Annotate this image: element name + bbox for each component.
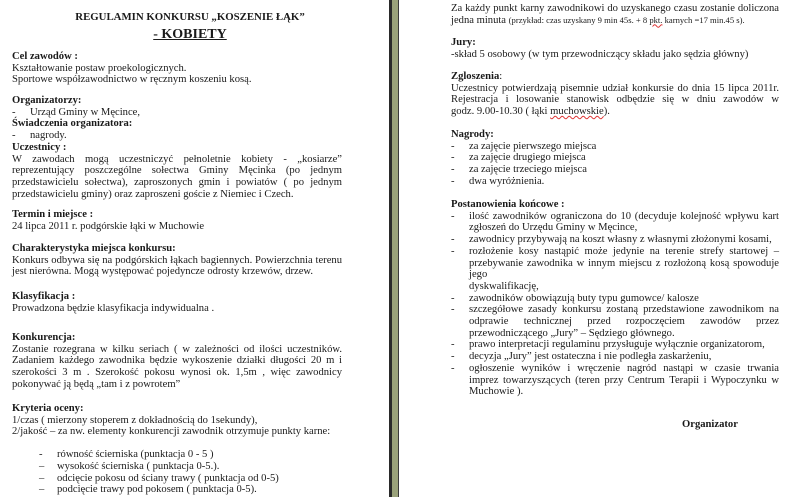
list-item [451,234,779,246]
section-postanowienia [451,199,779,398]
text-line: ogłoszenie wyników i wręczenie nagród nastąpi w czasie trwania [469,362,779,374]
text-line: Muchowie ). [469,386,524,398]
text-line: Zostanie rozegrana w kilku seriach ( w zależności od ilości uczestników. [12,343,342,355]
text-line: zawodnicy przybywają na koszt własny z własnymi złożonymi kosami, [469,234,772,246]
heading: Cel zawodów : [12,51,78,62]
text-line: przebywanie zawodnika w innym miejscu z rozłożoną kosą spowoduje jego [469,257,779,281]
heading: Kryteria oceny: [12,403,84,414]
heading: Termin i miejsce : [12,209,94,220]
page-divider [389,0,399,497]
text-line: Zadaniem każdego zawodnika będzie wykoszenie działki długości 20 m i [12,355,342,367]
spellcheck-word: muchowskie [550,106,604,118]
heading: Konkurencja: [12,332,76,343]
item-text: za zajęcie trzeciego miejsca [469,164,587,176]
item-text: Urząd Gminy w Męcince, [30,106,141,118]
section-cel [12,51,342,86]
text-line: W zawodach mogą uczestniczyć pełnoletnie kobiety - „kosiarze” [12,153,342,165]
spellcheck-word: pkt. [649,14,663,25]
section-zgloszenia [451,71,779,118]
section-kary [451,3,779,26]
text-line: 2/jakość – za nw. elementy konkurencji zawodnik otrzymuje punkty karne: [12,426,331,438]
colon: : [499,71,503,82]
list-item: - dwa wyróżnienia. [451,175,545,187]
dash: - [451,339,455,351]
text-line: Rejestracja i losowanie stanowisk odbędzie się w dniu zawodów w [451,94,779,106]
text-line: 24 lipca 2011 r. podgórskie łąki w Muchowie [12,220,205,232]
text-line: przedstawicielu sołectwa), zaproszonych gmin i powiatów ( po jednym [12,176,342,188]
postanowienia-list [451,211,779,398]
item-text: podcięcie trawy pod pokosem ( punktacja 0-5). [57,484,257,496]
text-line: Sportowe współzawodnictwo w ręcznym koszeniu kosą. [12,74,252,86]
text-line: prawo interpretacji regulaminu przysługuje wyłącznie organizatorom, [469,339,765,351]
text-line: szczegółowe zasady konkursu zostaną przedstawione zawodnikom na [469,304,779,316]
heading: Klasyfikacja : [12,291,76,302]
text-line: Za każdy punkt karny zawodnikowi do uzyskanego czasu zostanie doliczona [451,3,779,14]
list-item [451,304,779,339]
heading: Uczestnicy : [12,141,67,153]
section-nagrody [451,129,779,188]
text-line: przedstawicielu gminy) oraz zaproszeni goście z Niemiec i Czech. [12,188,294,200]
text-line: Konkurs odbywa się na podgórskich łąkach bagiennych. Powierzchnia terenu [12,254,342,266]
text-line [451,15,779,27]
section-kryteria [12,403,342,496]
text-line: dyskwalifikację, [469,280,539,292]
list-item [451,211,779,234]
list-item: - za zajęcie pierwszego miejsca [451,140,597,152]
dash: - [451,210,455,222]
dash: - [451,362,455,374]
heading: Świadczenia organizatora: [12,118,133,130]
document-title: REGULAMIN KONKURSU „KOSZENIE ŁĄK” [75,11,305,23]
item-text: nagrody. [30,130,67,142]
dash: - [39,449,43,461]
text-line: jest nierówna. Mogą występować pojedyncze odrosty krzewów, drzew. [12,266,314,278]
dash: – [39,472,45,484]
list-item [451,363,779,398]
section-jury [451,37,779,60]
signature: Organizator [682,419,738,430]
text-line: decyzja „Jury” jest ostateczna i nie podległa zaskarżeniu, [469,351,712,363]
section-termin [12,209,342,232]
dash: - [451,351,455,363]
heading-text: Zgloszenia [451,71,500,82]
text-line: Kształtowanie postaw proekologicznych. [12,62,187,74]
list-item [451,246,779,293]
text-line: ilość zawodników ograniczona do 10 (decyduje kolejność wpływu kart [469,210,779,222]
section-konkurencja [12,332,342,391]
text-line: imprez towarzyszących (teren przy Centrum Terapii i Wypoczynku w [469,374,779,386]
item-text: za zajęcie drugiego miejsca [469,152,586,164]
heading: Charakterystyka miejsca konkursu: [12,243,176,254]
list-item: - za zajęcie drugiego miejsca [451,152,586,164]
example-text: karnych =17 min.45 s). [662,14,745,25]
list-item [39,449,342,461]
dash: - [451,234,455,246]
text-line: Prowadzona będzie klasyfikacja indywidualna . [12,302,215,314]
text-line: -skład 5 osobowy (w tym przewodniczący składu jako sędzia główny) [451,48,749,60]
dash: – [39,460,45,472]
list-item [451,293,779,305]
text-line: szerokości 3 m . Szerokość pokosu wynosi ok. 1,5m , więc zawodnicy [12,367,342,379]
text-line: rozłożenie kosy nastąpić może jedynie na terenie strefy startowej – [469,245,779,257]
dash: - [451,292,455,304]
section-charakterystyka [12,243,342,278]
heading: Organizatorzy: [12,95,82,106]
heading: Nagrody: [451,129,494,140]
text-line: zgłoszeń do Urzędu Gminy w Męcince, [469,222,638,234]
item-text: wysokość ścierniska ( punktacja 0-5.). [57,460,220,472]
right-page [399,0,800,497]
text: godz. 9.00-10.30 ( łąki [451,106,551,118]
section-organizatorzy [12,95,342,200]
item-text: dwa wyróżnienia. [469,175,545,187]
text-line: Uczestnicy potwierdzają pisemnie udział konkursie do dnia 15 lipca 2011r. [451,82,779,94]
heading [451,71,779,83]
dash: - [451,245,455,257]
left-page [0,0,389,497]
list-item [451,339,779,351]
dash: - [451,304,455,316]
text: jedna minuta [451,14,509,26]
text-line [451,106,779,118]
list-item [451,351,779,363]
list-item: - nagrody. [12,130,67,142]
text-line: odprawie technicznej przed rozpoczęciem zawodów przez [469,316,779,328]
heading: Jury: [451,37,476,48]
text-line: pokonywać ją będą „tam i z powrotem” [12,378,181,390]
text-line: reprezentujący poszczególne sołectwa Gminy Męcinka (po jednym [12,165,342,177]
dash: – [39,484,45,496]
text-line: 1/czas ( mierzony stoperem z dokładnością do 1sekundy), [12,414,258,426]
section-klasyfikacja [12,291,342,314]
list-item: - za zajęcie trzeciego miejsca [451,164,587,176]
list-item [39,473,342,485]
list-item [39,461,342,473]
text-line: zawodników obowiązują buty typu gumowce/ kalosze [469,292,699,304]
text-line: przewodniczącego „Jury” – Sędziego głównego. [469,327,675,339]
example-text: (przykład: czas uzyskany 9 min 45s. + 8 [508,14,650,25]
item-text: odcięcie pokosu od ściany trawy ( punktacja od 0-5) [57,472,279,484]
item-text: równość ścierniska (punktacja 0 - 5 ) [57,449,214,461]
list-item [39,484,342,496]
text: ). [603,106,610,118]
document-subtitle: - KOBIETY [153,27,227,42]
heading: Postanowienia końcowe : [451,199,565,210]
list-item: - Urząd Gminy w Męcince, [12,106,141,118]
item-text: za zajęcie pierwszego miejsca [469,140,597,152]
